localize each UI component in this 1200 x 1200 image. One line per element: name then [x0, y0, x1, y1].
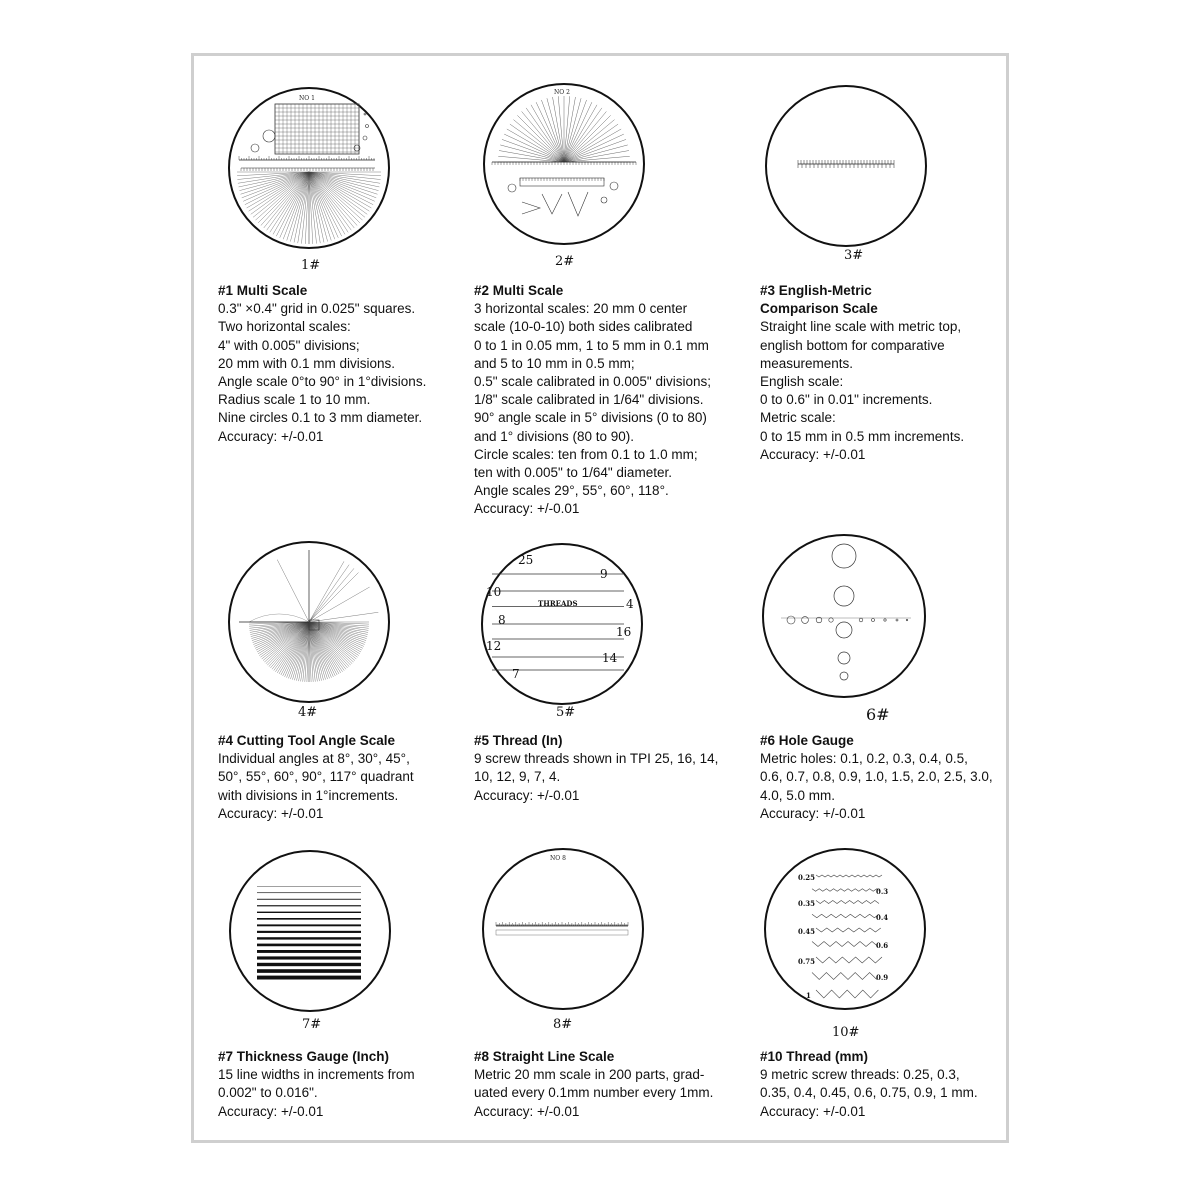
thread-mm-label: 0.75: [798, 957, 816, 966]
reticle-5-number: 5#: [556, 705, 576, 720]
item-2-accuracy: Accuracy: +/-0.01: [474, 501, 580, 517]
item-6-title: #6 Hole Gauge: [760, 733, 854, 748]
item-1-line: Angle scale 0°to 90° in 1°divisions.: [218, 374, 427, 390]
item-6-line: Metric holes: 0.1, 0.2, 0.3, 0.4, 0.5,: [760, 751, 968, 767]
item-4-line: Individual angles at 8°, 30°, 45°,: [218, 751, 410, 767]
item-8-line: Metric 20 mm scale in 200 parts, grad-: [474, 1067, 705, 1083]
item-8-accuracy: Accuracy: +/-0.01: [474, 1103, 580, 1119]
thickness-line: [257, 918, 361, 920]
thread-mm-label: 0.3: [876, 887, 889, 896]
thread-label-14: 14: [602, 651, 618, 665]
thickness-line: [257, 963, 361, 966]
thread-mm-label: 0.35: [798, 899, 816, 908]
item-1-line: Two horizontal scales:: [218, 319, 351, 335]
reticle-2-number: 2#: [555, 254, 575, 269]
thickness-line: [257, 924, 361, 926]
item-3-title: Comparison Scale: [760, 301, 878, 317]
reticle-3-number: 3#: [844, 248, 864, 263]
reticle-5-title: THREADS: [538, 599, 578, 608]
item-1-caption: [218, 282, 426, 446]
item-2-line: Circle scales: ten from 0.1 to 1.0 mm;: [474, 446, 698, 462]
reticle-6-number: 6#: [866, 705, 890, 724]
item-2-title: #2 Multi Scale: [474, 283, 564, 298]
thickness-line: [257, 944, 361, 947]
thickness-line: [257, 912, 361, 913]
thread-label-4: 4: [626, 597, 634, 611]
item-1-line: 4" with 0.005" divisions;: [218, 337, 360, 353]
item-2-line: 1/8" scale calibrated in 1/64" divisions.: [474, 392, 704, 408]
item-2-caption: [474, 282, 711, 519]
reticle-10-number: 10#: [832, 1025, 860, 1040]
reticle-8-title: NO 8: [550, 855, 566, 862]
item-3-line: English scale:: [760, 374, 844, 390]
item-3-line: 0 to 0.6" in 0.01" increments.: [760, 392, 933, 408]
thread-mm-label: 0.9: [876, 973, 889, 982]
item-2-line: and 1° divisions (80 to 90).: [474, 428, 634, 444]
thickness-line: [257, 956, 361, 959]
item-6-accuracy: Accuracy: +/-0.01: [760, 805, 866, 821]
item-6-caption: [760, 732, 993, 823]
reticle-4-number: 4#: [298, 705, 318, 720]
thickness-line: [257, 931, 361, 933]
item-2-line: 0 to 1 in 0.05 mm, 1 to 5 mm in 0.1 mm: [474, 337, 709, 353]
item-7-title: #7 Thickness Gauge (Inch): [218, 1049, 390, 1064]
item-2-line: ten with 0.005" to 1/64" diameter.: [474, 465, 672, 481]
item-6-line: 0.6, 0.7, 0.8, 0.9, 1.0, 1.5, 2.0, 2.5, 3.0,: [760, 769, 993, 785]
item-2-line: Angle scales 29°, 55°, 60°, 118°.: [474, 483, 669, 499]
reticle-1-number: 1#: [301, 258, 321, 273]
item-2-line: 0.5" scale calibrated in 0.005" divisions;: [474, 374, 711, 390]
item-10-line: 0.35, 0.4, 0.45, 0.6, 0.75, 0.9, 1 mm.: [760, 1085, 978, 1101]
item-1-line: Nine circles 0.1 to 3 mm diameter.: [218, 410, 423, 426]
thickness-line: [257, 950, 361, 953]
reticle-4-disc: [227, 540, 391, 704]
item-7-caption: [218, 1048, 415, 1121]
reticle-8-disc: [480, 846, 646, 1012]
item-7-line: 15 line widths in increments from: [218, 1067, 415, 1083]
thread-label-7: 7: [512, 667, 520, 681]
item-8-line: uated every 0.1mm number every 1mm.: [474, 1085, 714, 1101]
item-4-line: 50°, 55°, 60°, 90°, 117° quadrant: [218, 769, 414, 785]
thread-label-10: 10: [486, 585, 502, 599]
item-4-accuracy: Accuracy: +/-0.01: [218, 805, 324, 821]
item-3-line: measurements.: [760, 355, 854, 371]
reticle-7-disc: [227, 848, 393, 1014]
reticle-1-title: NO 1: [299, 95, 315, 102]
item-4-caption: [218, 732, 414, 823]
reticle-7-number: 7#: [302, 1017, 322, 1032]
item-8-title: #8 Straight Line Scale: [474, 1049, 615, 1064]
item-3-line: Straight line scale with metric top,: [760, 319, 962, 335]
item-10-accuracy: Accuracy: +/-0.01: [760, 1103, 866, 1119]
item-1-line: 20 mm with 0.1 mm divisions.: [218, 355, 396, 371]
item-2-line: 3 horizontal scales: 20 mm 0 center: [474, 301, 688, 317]
item-8-caption: [474, 1048, 713, 1121]
item-3-title: #3 English-Metric: [760, 283, 872, 298]
thread-label-16: 16: [616, 625, 632, 639]
reticle-3-disc: [764, 84, 928, 248]
item-5-caption: [474, 732, 718, 805]
item-2-line: scale (10-0-10) both sides calibrated: [474, 319, 693, 335]
item-7-accuracy: Accuracy: +/-0.01: [218, 1103, 324, 1119]
thread-mm-label: 1: [806, 991, 811, 1000]
thread-label-12: 12: [486, 639, 502, 653]
thread-label-9: 9: [600, 567, 608, 581]
thickness-line: [257, 976, 361, 980]
item-4-line: with divisions in 1°increments.: [218, 787, 399, 803]
item-10-line: 9 metric screw threads: 0.25, 0.3,: [760, 1067, 960, 1083]
thickness-line: [257, 905, 361, 906]
thread-label-25: 25: [518, 553, 534, 567]
item-2-line: and 5 to 10 mm in 0.5 mm;: [474, 355, 635, 371]
thickness-line: [257, 892, 361, 893]
item-5-line: 10, 12, 9, 7, 4.: [474, 769, 561, 785]
item-1-line: 0.3" ×0.4" grid in 0.025" squares.: [218, 301, 416, 317]
item-1-title: #1 Multi Scale: [218, 283, 308, 298]
item-5-accuracy: Accuracy: +/-0.01: [474, 787, 580, 803]
thickness-line: [257, 899, 361, 900]
item-6-line: 4.0, 5.0 mm.: [760, 787, 836, 803]
reticle-10-disc: [762, 846, 928, 1016]
item-5-line: 9 screw threads shown in TPI 25, 16, 14,: [474, 751, 719, 767]
thread-mm-label: 0.25: [798, 873, 816, 882]
thread-label-8: 8: [498, 613, 506, 627]
reticle-2-title: NO 2: [554, 89, 570, 96]
thickness-line: [257, 937, 361, 939]
item-1-accuracy: Accuracy: +/-0.01: [218, 428, 324, 444]
thread-mm-label: 0.45: [798, 927, 816, 936]
item-3-caption: [760, 282, 964, 464]
item-1-line: Radius scale 1 to 10 mm.: [218, 392, 371, 408]
item-2-line: 90° angle scale in 5° divisions (0 to 80): [474, 410, 707, 426]
reticle-6-disc: [761, 532, 927, 702]
item-7-line: 0.002" to 0.016".: [218, 1085, 318, 1101]
item-3-line: Metric scale:: [760, 410, 836, 426]
reticle-1-disc: [227, 86, 391, 250]
reticle-8-number: 8#: [553, 1017, 573, 1032]
reticle-2-disc: [482, 82, 646, 246]
item-10-caption: [760, 1048, 978, 1121]
item-5-title: #5 Thread (In): [474, 733, 563, 748]
reticle-5-disc: [478, 540, 646, 708]
thread-mm-label: 0.4: [876, 913, 889, 922]
item-3-accuracy: Accuracy: +/-0.01: [760, 446, 866, 462]
item-3-line: 0 to 15 mm in 0.5 mm increments.: [760, 428, 965, 444]
item-10-title: #10 Thread (mm): [760, 1049, 869, 1064]
item-3-line: english bottom for comparative: [760, 337, 945, 353]
thread-mm-label: 0.6: [876, 941, 889, 950]
item-4-title: #4 Cutting Tool Angle Scale: [218, 733, 396, 748]
thickness-line: [257, 969, 361, 973]
